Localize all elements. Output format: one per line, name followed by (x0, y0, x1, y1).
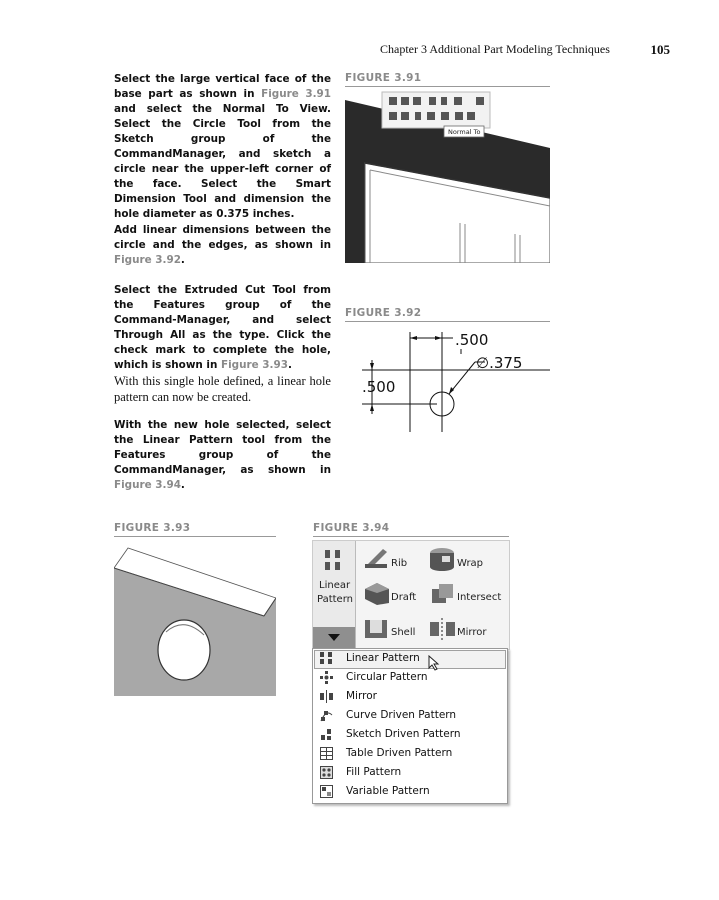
menu-label: Linear Pattern (346, 652, 420, 664)
menu-label: Sketch Driven Pattern (346, 728, 461, 740)
variable-pattern-icon (320, 785, 333, 798)
figure-3-94-caption: FIGURE 3.94 (313, 522, 509, 537)
figure-3-93-caption: FIGURE 3.93 (114, 522, 276, 537)
shell-button[interactable]: Shell (391, 627, 416, 638)
figure-3-91-caption: FIGURE 3.91 (345, 72, 550, 87)
p3-text-a: Select the Extruded Cut Tool from the Features group of the Command-Manager, and select Through All as the type. Click the check mark to complete the hole, which is shown in (114, 284, 331, 371)
table-driven-pattern-icon (320, 747, 333, 760)
linear-pattern-icon (320, 652, 333, 665)
intersect-icon (428, 581, 458, 607)
circular-pattern-icon (320, 671, 333, 684)
dimension-vertical: .500 (362, 378, 396, 396)
menu-label: Variable Pattern (346, 785, 430, 797)
curve-driven-pattern-icon (320, 709, 333, 722)
menu-item-variable-pattern[interactable] (318, 782, 505, 801)
linear-label-1: Linear (319, 580, 351, 591)
normal-to-tooltip: Normal To (448, 128, 481, 136)
features-toolbar (312, 540, 510, 650)
linear-pattern-button[interactable] (313, 541, 356, 649)
p5-text-b: . (180, 479, 185, 491)
chapter-title: Chapter 3 Additional Part Modeling Techniques (380, 42, 610, 56)
wrap-icon (428, 546, 458, 572)
linear-pattern-icon (324, 549, 344, 573)
shell-icon (363, 616, 391, 640)
wrap-button[interactable]: Wrap (457, 558, 484, 569)
p1-text-b: and select the Normal To View. Select the Circle Tool from the Sketch group of the CommandManager, and sketch a circle near the upper-left corner of the face. Select the Smart Dimension Tool and dimension the hole diameter as 0.375 inches. (114, 103, 331, 220)
mirror-icon (320, 690, 333, 703)
menu-item-curve-driven-pattern[interactable] (318, 706, 505, 725)
figure-ref-3-92[interactable]: Figure 3.92 (114, 254, 181, 266)
menu-label: Table Driven Pattern (346, 747, 453, 759)
instruction-paragraph-3 (114, 283, 331, 373)
menu-item-table-driven-pattern[interactable] (318, 744, 505, 763)
p2-text-b: . (180, 254, 185, 266)
instruction-paragraph-2 (114, 223, 331, 268)
menu-item-circular-pattern[interactable] (318, 668, 505, 687)
menu-label: Curve Driven Pattern (346, 709, 457, 721)
figure-3-91-image (345, 88, 550, 263)
menu-item-linear-pattern[interactable] (318, 649, 505, 668)
figure-ref-3-93[interactable]: Figure 3.93 (221, 359, 288, 371)
fill-pattern-icon (320, 766, 333, 779)
menu-item-fill-pattern[interactable] (318, 763, 505, 782)
menu-label: Fill Pattern (346, 766, 402, 778)
p1-text-a: Select the large vertical face of the base part as shown in (114, 73, 331, 100)
instruction-paragraph-5 (114, 418, 331, 493)
figure-3-92-caption: FIGURE 3.92 (345, 307, 550, 322)
figure-ref-3-91[interactable]: Figure 3.91 (261, 88, 331, 100)
body-paragraph-4 (114, 373, 331, 405)
mirror-button[interactable]: Mirror (457, 627, 487, 638)
dimension-horizontal: .500 (455, 331, 489, 349)
menu-item-mirror[interactable] (318, 687, 505, 706)
figure-3-93-image (114, 540, 276, 696)
rib-icon (363, 546, 389, 570)
chevron-down-icon (328, 634, 340, 642)
menu-label: Circular Pattern (346, 671, 428, 683)
dimension-diameter: ∅.375 (476, 354, 523, 372)
dropdown-arrow-button[interactable] (313, 627, 355, 648)
menu-item-sketch-driven-pattern[interactable] (318, 725, 505, 744)
menu-label: Mirror (346, 690, 377, 702)
draft-icon (363, 581, 391, 605)
p5-text-a: With the new hole selected, select the Linear Pattern tool from the Features group of the CommandManager, as shown in (114, 419, 331, 476)
p4-text: With this single hole defined, a linear hole pattern can now be created. (114, 374, 331, 404)
intersect-button[interactable]: Intersect (457, 592, 502, 603)
sketch-driven-pattern-icon (320, 728, 333, 741)
figure-3-92-drawing (345, 324, 550, 439)
linear-label-2: Pattern (317, 594, 353, 605)
rib-button[interactable]: Rib (391, 558, 408, 569)
instruction-paragraph-1 (114, 72, 331, 222)
page-number: 105 (650, 42, 670, 57)
draft-button[interactable]: Draft (391, 592, 417, 603)
running-header (380, 42, 670, 57)
figure-ref-3-94[interactable]: Figure 3.94 (114, 479, 181, 491)
p2-text-a: Add linear dimensions between the circle and the edges, as shown in (114, 224, 331, 251)
mirror-icon (428, 616, 458, 642)
p3-text-b: . (287, 359, 292, 371)
